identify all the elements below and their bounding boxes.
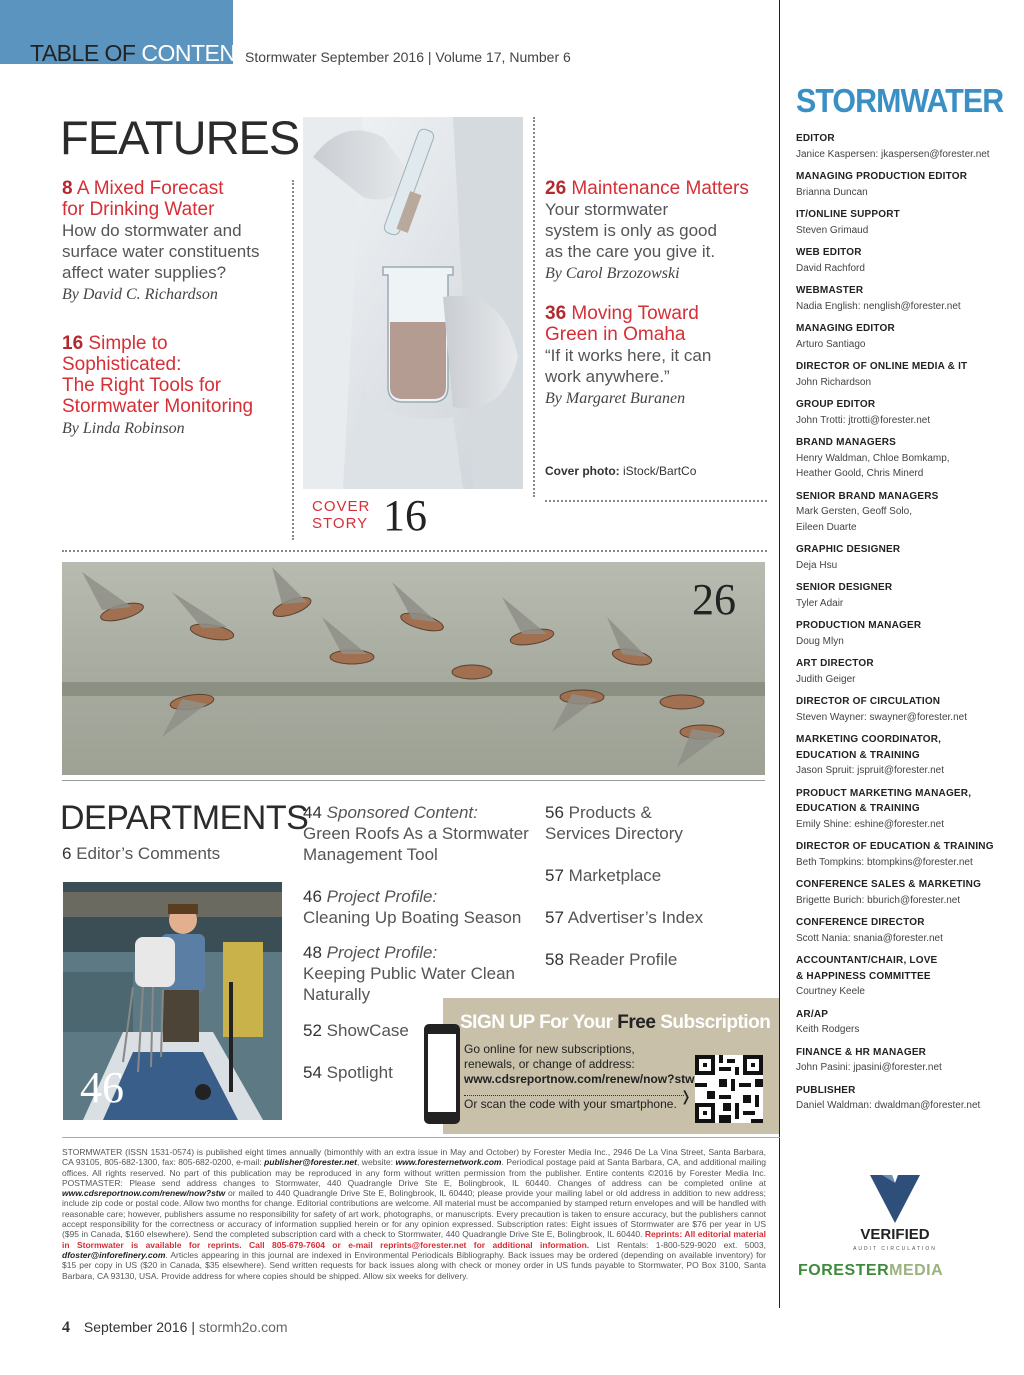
masthead-name: Nadia English: nenglish@forester.net [796,300,961,312]
page-number: 4 [62,1319,70,1336]
dept-item-46[interactable] [303,886,521,928]
masthead-entry [796,1083,1006,1114]
dept-item-57-advertisers[interactable] [545,907,703,928]
subscription-heading-part: SIGN UP [460,1012,535,1033]
issue-line: Stormwater September 2016 | Volume 17, Number 6 [245,49,571,65]
masthead-name: Jason Spruit: jspruit@forester.net [796,765,944,776]
section-divider [62,780,765,781]
masthead-role: CONFERENCE DIRECTOR [796,917,925,928]
dept-label: Products & [568,803,652,822]
masthead-name: John Trotti: jtrotti@forester.net [796,414,931,426]
feature-description: as the care you give it. [545,242,716,261]
dotted-divider [545,500,767,502]
verified-audit-logo [840,1175,950,1255]
subscription-scan-text: Or scan the code with your smartphone. [464,1097,677,1111]
masthead-entry [796,489,1006,536]
dept-label: Spotlight [326,1063,393,1082]
subscription-heading-free: Free [617,1012,656,1033]
masthead-entry [796,207,1006,238]
dept-page-number: 56 [545,803,564,822]
cover-credit [545,464,696,478]
feature-description: surface water constituents [62,242,260,261]
masthead-name: Henry Waldman, Chloe Bomkamp, [796,452,950,464]
masthead-entry [796,915,1006,946]
feature-title: Green in Omaha [545,324,686,345]
cover-story-label [312,498,370,532]
masthead-name: Courtney Keele [796,986,865,997]
feature-description: system is only as good [545,221,717,240]
masthead-role: MARKETING COORDINATOR, [796,734,942,745]
masthead-entry [796,786,1006,833]
features-heading: FEATURES [60,111,300,164]
masthead-role: DIRECTOR OF ONLINE MEDIA & IT [796,361,968,372]
masthead-role: CONFERENCE SALES & MARKETING [796,879,982,890]
feature-title: for Drinking Water [62,199,215,220]
section-label [30,40,264,67]
feature-page-number: 16 [62,333,84,354]
dept-page-number: 44 [303,803,322,822]
dotted-divider [533,117,535,497]
cover-story-line: COVER [312,498,371,515]
subscription-body [464,1042,704,1112]
dept-label: Marketplace [568,866,662,885]
masthead-role: WEBMASTER [796,285,864,296]
subscription-line: Go online for new subscriptions, [464,1042,635,1056]
dept-item-48[interactable] [303,942,515,1005]
feature-title: Maintenance Matters [571,178,749,199]
dept-label: Naturally [303,985,371,1004]
smartphone-icon [424,1024,460,1124]
legal-paragraph: , website: [356,1157,393,1168]
dept-item-57-marketplace[interactable] [545,865,661,886]
masthead-role: WEB EDITOR [796,247,862,258]
feature-title: A Mixed Forecast [76,178,224,199]
dept-page-number: 48 [303,943,322,962]
dept-item-58[interactable] [545,949,677,970]
legal-website[interactable]: www.foresternetwork.com [395,1157,502,1168]
footer-date: September 2016 [83,1319,188,1335]
dept-page-number: 54 [303,1063,322,1082]
masthead-role: DIRECTOR OF CIRCULATION [796,696,941,707]
subscription-heading [460,1012,770,1034]
feature-title: The Right Tools for [62,375,222,396]
legal-paragraph: . Articles appearing in this journal are indexed in Environmental Periodicals Bibliography. Back issues may be ordered (depending on available inventory) for $15 per copy in US ($20 in Canada, $35 elsewhere). Send written requests for back issues along with check or money order in US funds payable to Stormwater, PO Box 3100, Santa Barbara, CA 93130, USA. Provide address for where copies should be shipped. Allow six weeks for delivery. [62,1249,766,1281]
dept-page-number: 57 [545,908,564,927]
legal-paragraph: STORMWATER (ISSN 1531-0574) is published eight times annually (bimonthly with an extra issue in May and October) by Forester Media Inc., 2946 De La Vina Street, Santa Barbara, CA 93105, 805-682-1300, fax: 805-682-0200, e-mail: [62,1147,766,1168]
dept-kicker: Project Profile: [326,887,438,906]
forester-logo-part: MEDIA [889,1262,944,1279]
masthead-entry [796,618,1006,649]
dept-page-number: 6 [62,844,72,863]
masthead-role: EDITOR [796,133,835,144]
feature-description: Your stormwater [545,200,669,219]
feature-title: Sophisticated: [62,354,182,375]
birds-page-number: 26 [692,575,736,624]
dept-kicker: Sponsored Content: [326,803,478,822]
masthead-entry [796,839,1006,870]
masthead-name: Janice Kaspersen: jkaspersen@forester.net [796,148,990,160]
masthead-entry [796,656,1006,687]
dept-kicker: Project Profile: [326,943,438,962]
dept-label: Reader Profile [568,950,678,969]
section-label-part-2: CONTENTS [141,40,264,66]
masthead-role: FINANCE & HR MANAGER [796,1046,927,1058]
feature-byline: By Linda Robinson [62,420,185,437]
legal-text [62,1147,766,1281]
dept-page-number: 57 [545,866,564,885]
masthead-role: SENIOR BRAND MANAGERS [796,490,939,502]
feature-page-number: 26 [545,178,567,199]
masthead-entry [796,131,1006,162]
dept-label: Green Roofs As a Stormwater [303,824,529,843]
footer-site[interactable]: stormh2o.com [198,1319,288,1335]
masthead-name: Brigette Burich: bburich@forester.net [796,894,961,906]
masthead-name: John Richardson [796,376,872,388]
qr-code-icon[interactable] [695,1055,763,1123]
masthead-name: Steven Wayner: swayner@forester.net [796,711,967,723]
cover-story-line: STORY [312,515,369,532]
masthead-role: MANAGING PRODUCTION EDITOR [796,171,968,182]
dept-label: Cleaning Up Boating Season [303,908,522,927]
feature-description: “If it works here, it can [545,346,712,365]
cover-credit-label: Cover photo: [545,464,620,478]
feature-item-8[interactable] [62,178,292,306]
dept-item-54[interactable] [303,1062,393,1083]
masthead-name: Scott Nania: snania@forester.net [796,932,943,944]
dept-item-56[interactable] [545,802,683,844]
masthead-entry [796,694,1006,725]
dept-label: Editor’s Comments [76,844,221,863]
masthead-role: EDUCATION & TRAINING [796,749,920,761]
masthead-entry [796,1007,1006,1038]
section-label-part-1: TABLE OF [30,40,136,66]
birds-photo [62,562,765,775]
masthead-entry [796,877,1006,908]
masthead-name: Tyler Adair [796,597,844,609]
dept-item-52[interactable] [303,1020,409,1041]
legal-paragraph: List Rentals: 1-800-529-9020 ext. 5003, [596,1239,766,1250]
dept-label: Management Tool [303,845,438,864]
forester-logo-part: FORESTER [798,1262,890,1279]
masthead-entry [796,542,1006,573]
dept-label: Keeping Public Water Clean [303,964,515,983]
subscription-heading-part: Subscription [660,1012,771,1033]
masthead-entry [796,580,1006,611]
masthead-entry [796,1045,1006,1076]
subscription-heading-part: For Your [539,1012,613,1033]
dept-label: Advertiser’s Index [567,908,704,927]
dept-page-number: 46 [303,887,322,906]
masthead-name: Brianna Duncan [796,186,868,198]
cover-page-number: 16 [383,491,427,540]
masthead-name: Emily Shine: eshine@forester.net [796,818,945,830]
column-divider [779,0,780,1308]
page-footer: 4 September 2016 | stormh2o.com [62,1319,288,1336]
masthead-name: Steven Grimaud [796,224,869,236]
masthead-role: ART DIRECTOR [796,658,874,669]
feature-description: How do stormwater and [62,221,242,240]
feature-description: affect water supplies? [62,263,227,282]
departments-heading: DEPARTMENTS [60,799,309,837]
masthead-role: PRODUCTION MANAGER [796,620,922,631]
masthead-name: Beth Tompkins: btompkins@forester.net [796,856,973,868]
feature-page-number: 8 [62,178,73,199]
legal-divider [62,1137,780,1138]
masthead-entry [796,321,1006,352]
dotted-divider [62,550,767,552]
masthead-list [796,131,1006,1121]
feature-byline: By Margaret Buranen [545,390,686,407]
paddleboard-page-number: 46 [80,1063,124,1112]
masthead-role: DIRECTOR OF EDUCATION & TRAINING [796,841,994,852]
feature-title: Simple to [88,333,168,354]
masthead-role: IT/ONLINE SUPPORT [796,209,900,220]
masthead-role: BRAND MANAGERS [796,437,897,448]
masthead-role: GRAPHIC DESIGNER [796,544,901,555]
masthead-name: John Pasini: jpasini@forester.net [796,1062,942,1073]
subscription-url[interactable]: www.cdsreportnow.com/renew/now?stw [464,1072,695,1086]
masthead-entry [796,397,1006,428]
masthead-entry [796,953,1006,1000]
legal-list-email[interactable]: dfoster@inforefinery.com [62,1249,166,1260]
masthead-name: Judith Geiger [796,673,856,685]
masthead-role: PRODUCT MARKETING MANAGER, [796,787,972,799]
feature-byline: By David C. Richardson [62,286,218,303]
feature-item-36[interactable] [545,303,775,410]
dept-item-editors-comments[interactable] [62,843,220,864]
legal-email[interactable]: publisher@forester.net [264,1157,357,1168]
masthead-entry [796,359,1006,390]
masthead-name: Daniel Waldman: dwaldman@forester.net [796,1100,981,1111]
masthead-entry [796,283,1006,314]
legal-reprints: Reprints: All editorial material in Stormwater is available for reprints. Call 805-679-7604 or e-mail reprints@forester.net for additional information. [62,1229,766,1250]
feature-page-number: 36 [545,303,567,324]
dotted-arrow-line [464,1095,684,1096]
masthead-name: Mark Gersten, Geoff Solo, [796,506,912,517]
verified-label: VERIFIED [860,1226,930,1243]
legal-renew-url[interactable]: www.cdsreportnow.com/renew/now?stw [62,1188,226,1199]
dept-page-number: 52 [303,1021,322,1040]
masthead-entry [796,169,1006,200]
masthead-name: Heather Goold, Chris Minerd [796,468,924,479]
stormwater-logo: STORMWATER [796,82,1004,119]
dept-page-number: 58 [545,950,564,969]
masthead-name: Keith Rodgers [796,1024,860,1035]
masthead-role: ACCOUNTANT/CHAIR, LOVE [796,955,938,966]
masthead-entry [796,435,1006,482]
dept-item-44[interactable] [303,802,529,865]
masthead-name: Deja Hsu [796,559,838,571]
masthead-entry [796,245,1006,276]
masthead-role: SENIOR DESIGNER [796,582,893,593]
feature-item-16[interactable] [62,333,292,440]
masthead-role: & HAPPINESS COMMITTEE [796,970,931,982]
verified-sublabel: AUDIT CIRCULATION [853,1246,937,1252]
arrow-icon: ❭ [680,1088,692,1104]
masthead-role: MANAGING EDITOR [796,323,895,334]
subscription-line: renewals, or change of address: [464,1057,635,1071]
masthead-name: Doug Mlyn [796,635,844,647]
legal-paragraph: or mailed to 440 Quadrangle Drive Ste E, Bolingbrook, IL 60440; please provide your mailing label or old address in addition to new address; include zip code or postal code. Allow two months for change. Editorial contributions are welcome. All material must be accompanied by stamped return envelopes and will be handled with reasonable care; however, publishers assume no responsibility for safety of art work, photographs, or manuscripts. Every precaution is taken to ensure accuracy, but the publishers cannot accept responsibility for the correctness or accuracy of information supplied herein or for any opinion expressed. Subscription rates: Eight issues of Stormwater are $76 per year in US ($95 in Canada, $160 elsewhere). Send the completed subscription card with a check to Stormwater, 440 Quadrangle Drive Ste E, Bolingbrook, IL 60440. [62,1188,766,1240]
cover-credit-value: iStock/BartCo [623,464,697,478]
dept-label: Services Directory [545,824,683,843]
masthead-role: EDUCATION & TRAINING [796,803,920,814]
cover-photo [303,117,523,489]
forester-media-logo [798,1262,943,1280]
feature-item-26[interactable] [545,178,775,285]
legal-paragraph: . Periodical postage paid at Santa Barbara, CA, and additional mailing offices. All rights reserved. No part of this publication may be reproduced in any form without written permission from the publisher. Entire contents ©2016 by Forester Media Inc. POSTMASTER: Please send address changes to Stormwater, 440 Quadrangle Drive Ste E, Bolingbrook, IL 60440. Changes of address can be completed online at [62,1157,766,1188]
masthead-name: Arturo Santiago [796,338,866,350]
masthead-role: GROUP EDITOR [796,399,876,410]
feature-title: Moving Toward [571,303,699,324]
feature-description: work anywhere.” [545,367,670,386]
masthead-entry [796,732,1006,779]
dotted-divider [292,180,294,540]
masthead-name: Eileen Duarte [796,521,857,533]
feature-byline: By Carol Brzozowski [545,265,680,282]
masthead-role: PUBLISHER [796,1084,856,1096]
feature-title: Stormwater Monitoring [62,396,254,417]
dept-label: ShowCase [326,1021,409,1040]
masthead-name: David Rachford [796,262,865,274]
masthead-role: AR/AP [796,1008,829,1020]
